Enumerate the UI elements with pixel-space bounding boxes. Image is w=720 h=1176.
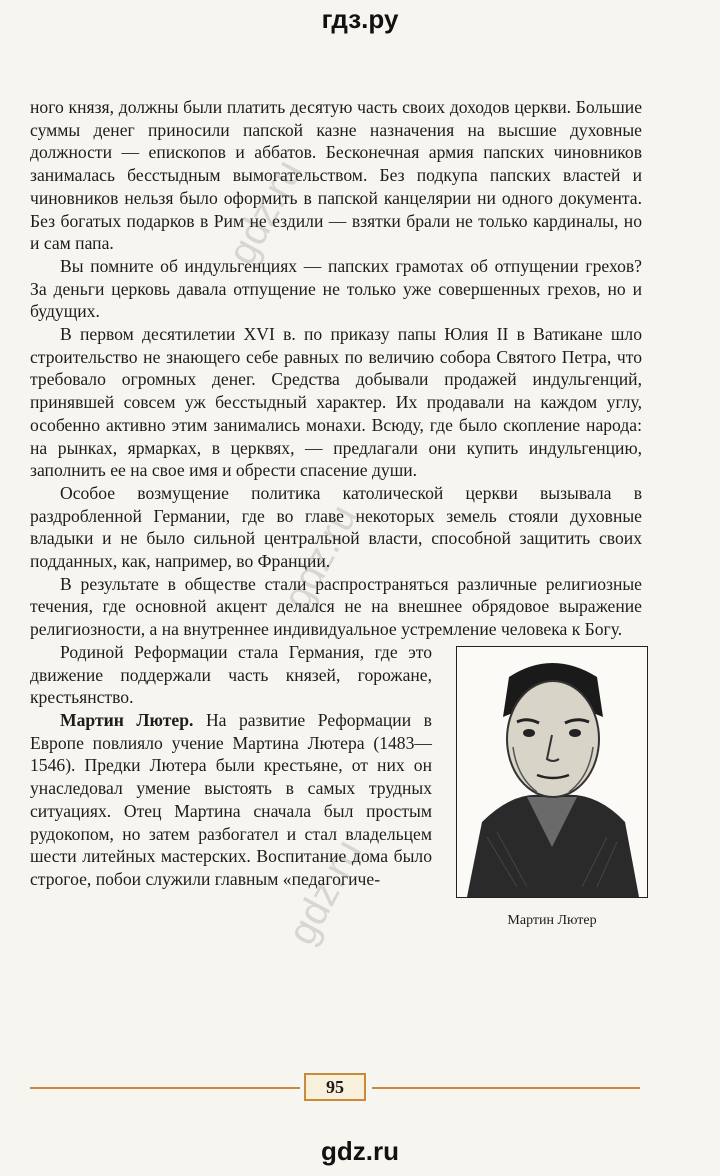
footer-rule-right <box>372 1087 640 1089</box>
portrait-illustration <box>457 647 647 897</box>
paragraph-4: Особое возмущение политика католической церкви вызывала в раздробленной Германии, где во главе некоторых земель стояли духовные владыки и не было сильной центральной власти, способной защитить своих подданных, как, например, во Франции. <box>30 482 642 572</box>
page-body <box>30 96 642 933</box>
luther-figure <box>448 646 648 933</box>
paragraph-1: ного князя, должны были платить десятую часть своих доходов церкви. Большие суммы денег приносили папской казне назначения на высшие духовные должности — епископов и аббатов. Бесконечная армия папских чиновников занималась бесстыдным вымогательством. Без подкупа папских властей и чиновников нельзя было оформить в папской канцелярии ни одного документа. Без богатых подарков в Рим не ездили — взятки брали не только кардиналы, но и сам папа. <box>30 97 642 254</box>
page-number: 95 <box>304 1073 366 1101</box>
site-header: гдз.ру <box>321 4 399 34</box>
figure-caption: Мартин Лютер <box>507 912 597 928</box>
paragraph-6: Родиной Реформации стала Германия, где это движение поддержали часть князей, горожане, крестьянство. <box>30 641 432 708</box>
paragraph-2: Вы помните об индульгенциях — папских грамотах об отпущении грехов? За деньги церковь давала отпущение не только уже совершенных грехов, но и будущих. <box>30 255 642 322</box>
watermark-2: gdz.ru <box>274 497 366 617</box>
luther-portrait-image <box>456 646 648 898</box>
footer-rule-left <box>30 1087 300 1089</box>
paragraph-3: В первом десятилетии XVI в. по приказу папы Юлия II в Ватикане шло строительство не знающего себе равных по величию собора Святого Петра, что требовало огромных денег. Средства добывали продажей индульгенций, принявшей совсем уж бесстыдный характер. Их продавали на каждом углу, особенно активно этим занимались монахи. Всюду, где было скопление народа: на рынках, ярмарках, в церквях, — предлагали они купить индульгенцию, заполнить ее на свое имя и обрести спасение души. <box>30 324 642 481</box>
watermark-3: gdz.ru <box>279 832 371 952</box>
paragraph-5: В результате в обществе стали распространяться различные религиозные течения, где основной акцент делался не на внешнее обрядовое выражение религиозности, а на внутреннее индивидуальное устремление человека к Богу. <box>30 573 642 640</box>
paragraph-7-body: На развитие Реформации в Европе повлияло учение Мартина Лютера (1483—1546). Предки Лютера были крестьяне, от них он унаследовал умение выстоять в самых трудных ситуациях. Отец Мартина сначала был простым рудокопом, но затем разбогател и стал владельцем шести литейных мастерских. Воспитание дома было строгое, побои служили главным «педагогиче- <box>30 709 432 889</box>
section-heading: Мартин Лютер. <box>60 709 194 730</box>
watermark-1: gdz.ru <box>219 152 311 272</box>
site-footer: gdz.ru <box>321 1136 399 1166</box>
